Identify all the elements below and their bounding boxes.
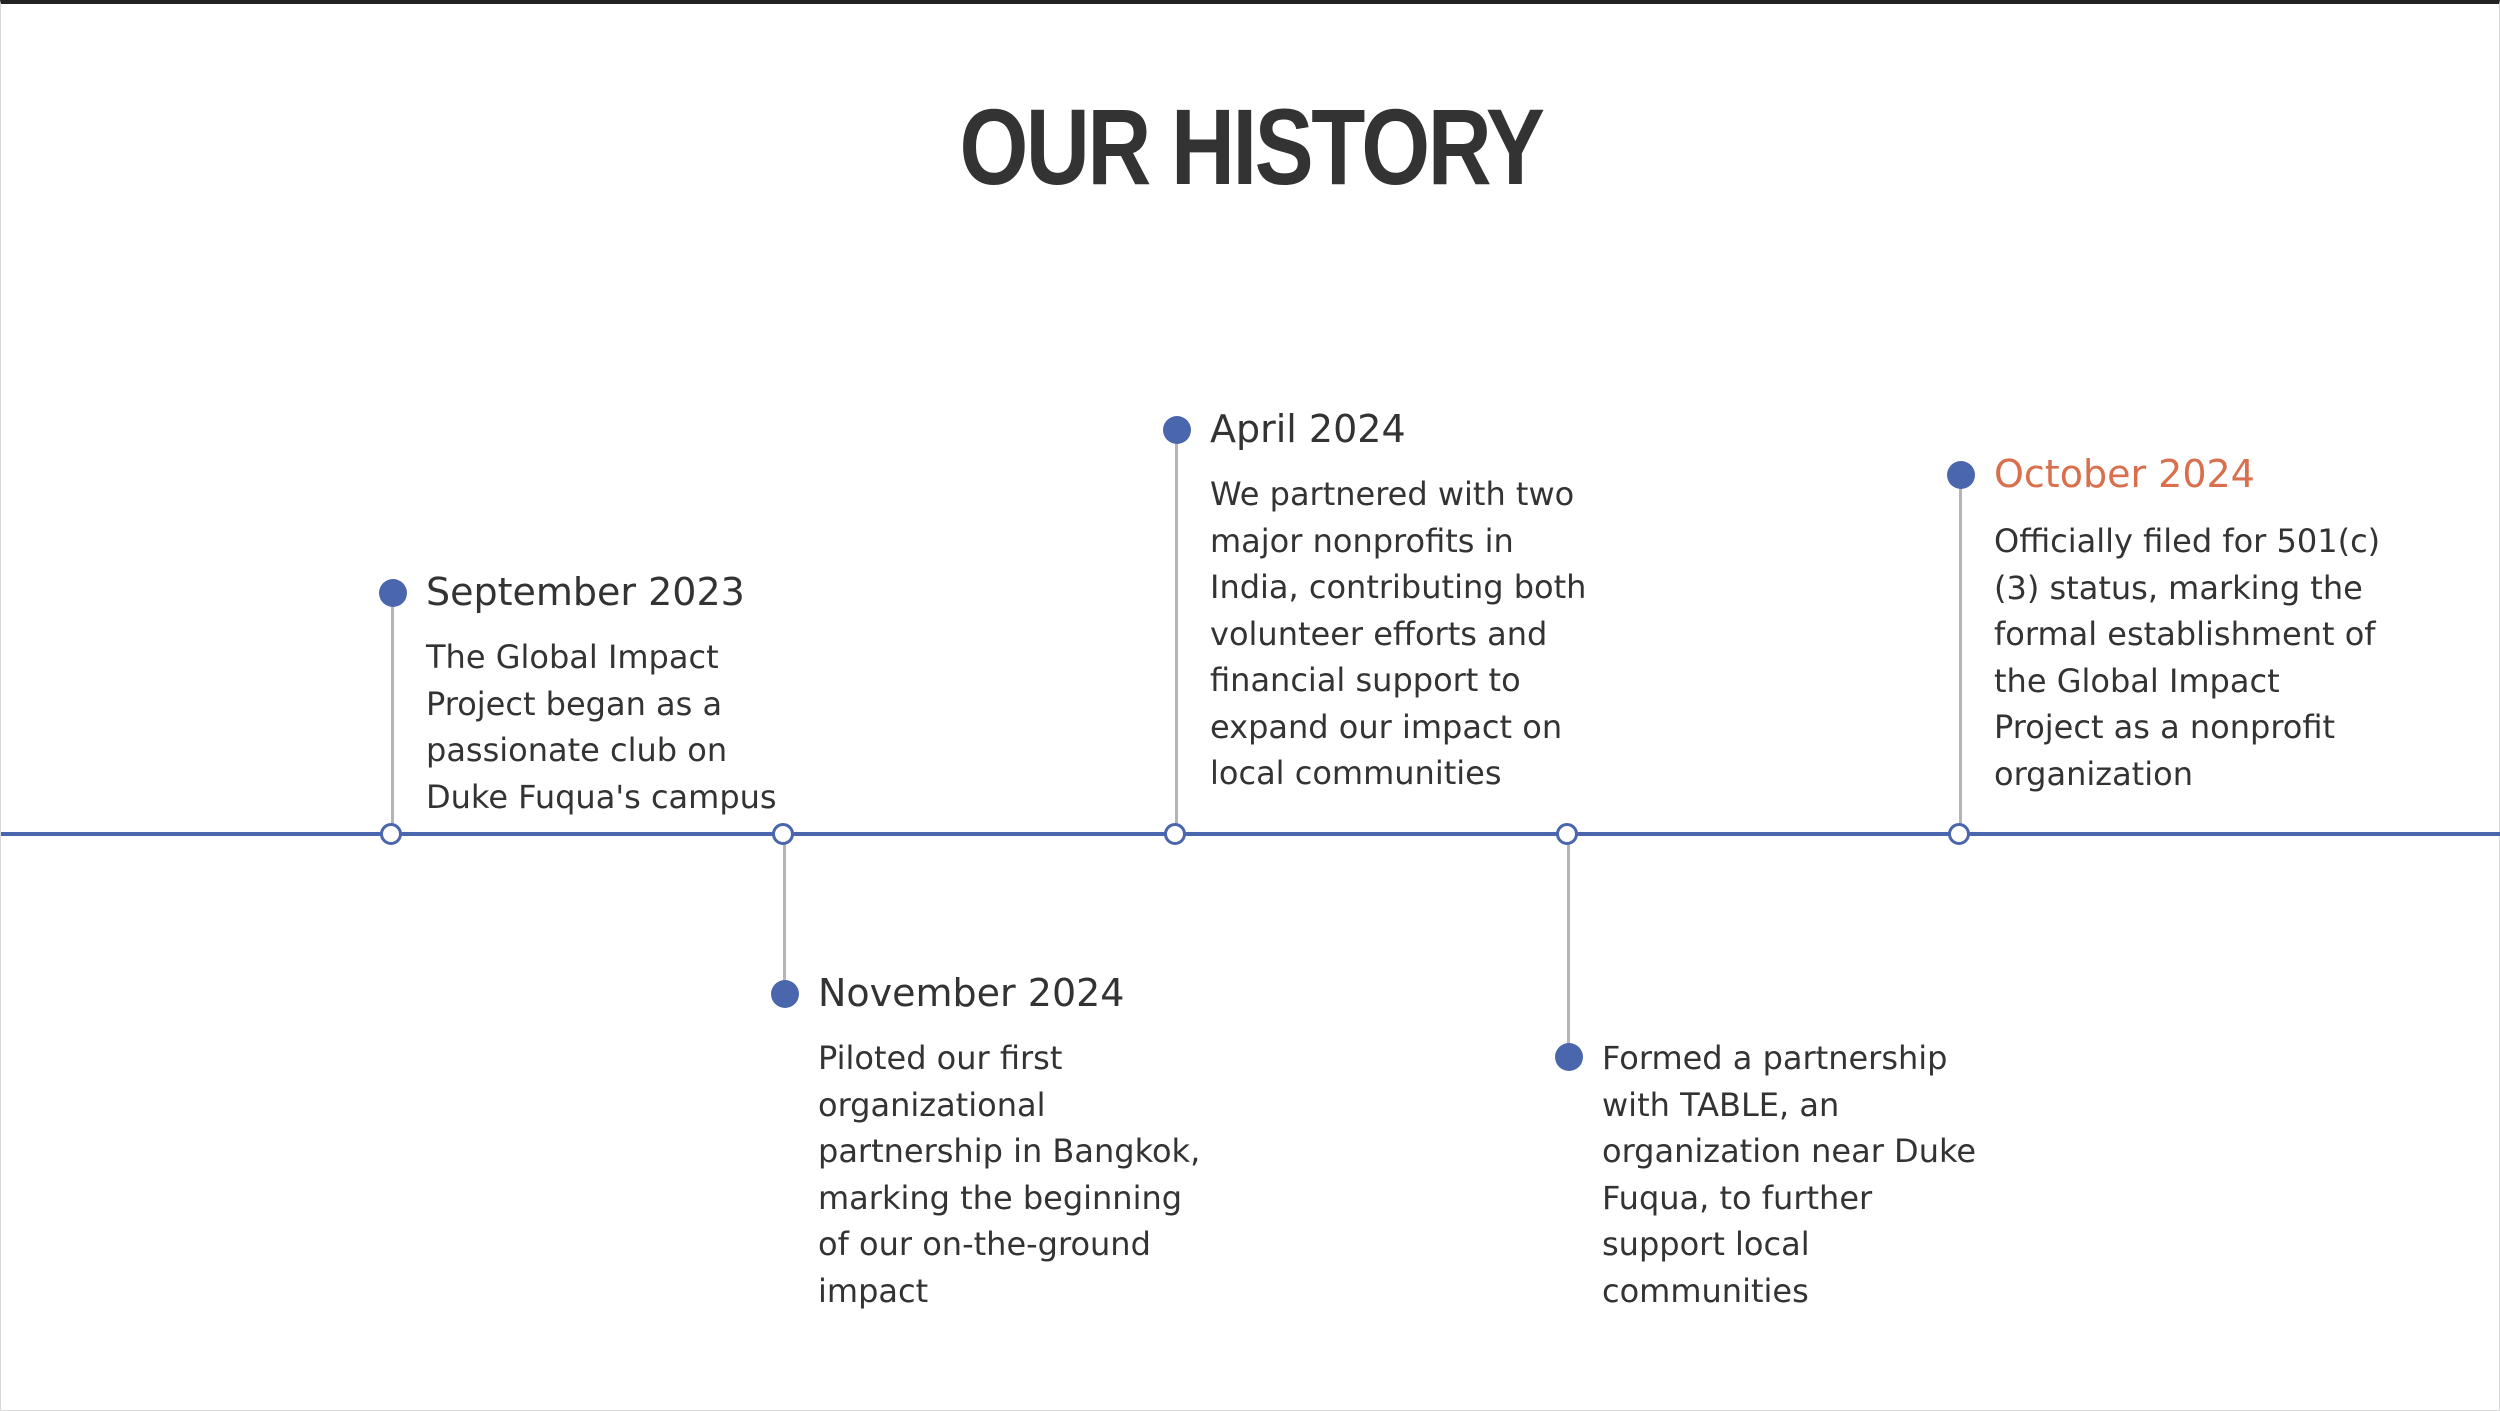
timeline-node [1164, 823, 1186, 845]
event-description: Officially filed for 501(c) (3) status, marking the formal establishment of the Global Impact Project as a nonprofit organization [1994, 522, 2381, 793]
page-title: OUR HISTORY [959, 86, 1543, 207]
event-marker [1555, 1043, 1583, 1071]
timeline-node [1948, 823, 1970, 845]
event-date: April 2024 [1210, 407, 1406, 451]
event-marker [1163, 416, 1191, 444]
event-description: We partnered with two major nonprofits in India, contributing both volunteer efforts and financial support to expand our impact on local communities [1210, 475, 1587, 792]
connector-line [1959, 476, 1962, 832]
event-date: September 2023 [426, 570, 745, 614]
connector-line [1175, 431, 1178, 832]
event-description: The Global Impact Project began as a passionate club on Duke Fuqua's campus [426, 638, 777, 816]
event-marker [379, 579, 407, 607]
connector-line [391, 594, 394, 832]
event-date: October 2024 [1994, 452, 2255, 496]
timeline-node [772, 823, 794, 845]
connector-line [1567, 836, 1570, 1058]
event-marker [771, 980, 799, 1008]
event-marker [1947, 461, 1975, 489]
connector-line [783, 836, 786, 994]
timeline-axis [1, 832, 2500, 836]
event-date: November 2024 [818, 971, 1125, 1015]
event-description: Formed a partnership with TABLE, an organization near Duke Fuqua, to further support local communities [1602, 1039, 1977, 1310]
timeline-node [380, 823, 402, 845]
event-description: Piloted our first organizational partnership in Bangkok, marking the beginning of our on-the-ground impact [818, 1039, 1201, 1310]
timeline-node [1556, 823, 1578, 845]
